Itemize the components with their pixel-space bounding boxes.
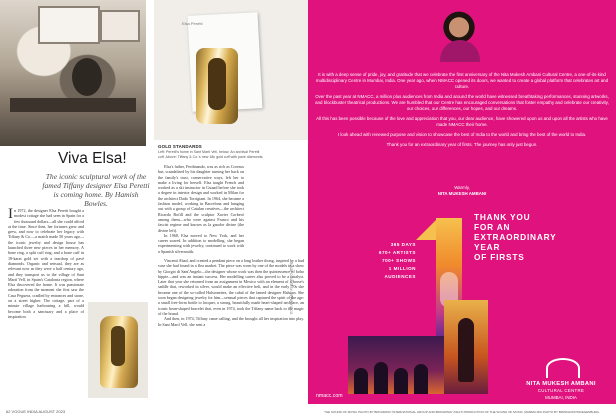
letter-paragraph: Over the past year at NMACC, a million plus audiences from India and around the world have witnessed breathtaking performances, stunning artworks, and blockbuster theatrical productions. We are humbled that our Centre has encouraged conversations that foster empathy and celebrate our creativity, our choices, our differences, our hopes, and our dreams. (315, 94, 609, 111)
dancer-silhouette (458, 318, 474, 382)
letter-paragraph: All this has been possible because of the love and appreciation that you, our dear audience, have showered upon us and upon all the artists who have made NMACC their home. (316, 116, 608, 127)
anniversary-letter (314, 72, 610, 152)
thank-you-line: THANK YOU (474, 212, 531, 222)
studio-bench (10, 98, 136, 112)
studio-vessel (72, 58, 102, 96)
article-body-column-1 (8, 208, 84, 319)
signoff-name: NITA MUKESH AMBANI (437, 191, 487, 196)
logo-name: NITA MUKESH AMBANI (526, 381, 596, 387)
studio-window (100, 10, 140, 42)
website-link[interactable]: nmacc.com (316, 393, 343, 399)
body-paragraph: In 1968, Elsa moved to New York, and her career soared. In addition to modelling, she began experimenting with jewelry, continued to work with a Spanish silversmith, (158, 232, 244, 254)
thank-you-line: OF FIRSTS (474, 252, 525, 262)
performance-photo (348, 336, 444, 394)
stat-item: 700+ SHOWS (382, 258, 416, 263)
article-deck: The iconic sculptural work of the famed Tiffany designer Elsa Peretti is coming home. By Hamish Bowles. (42, 172, 150, 208)
stat-item: 1 MILLION (388, 266, 416, 271)
nmacc-logo-icon (546, 358, 580, 378)
signoff-warmly: Warmly, (454, 185, 470, 190)
drop-cap: I (8, 206, 13, 222)
nmacc-advert-page (308, 0, 616, 420)
performer-silhouette (394, 368, 408, 394)
letter-paragraph: Thank you for an extraordinary year of firsts. The journey has only just begun. (386, 142, 538, 147)
dance-photo (444, 300, 488, 394)
photo-footnote: THE SOUND OF MUSIC PHOTO BY BROADWAY INTERNATIONAL GROUP AND BROADWAY ASIA'S PRODUCTION OF THE SOUND OF MUSIC. MAMMA MIA PHOTO BY BRINKHOFF/MOEGENBURG. (308, 404, 616, 420)
gold-bag-photo (88, 302, 148, 398)
caption-label: GOLD STANDARDS (158, 144, 202, 149)
photo-credit: IMAGE COURTESY: TIFFANY & CO. (289, 262, 293, 315)
article-body-column-2 (158, 164, 244, 254)
numeral-flag (416, 218, 438, 240)
body-paragraph: Vincenti Abad, and created a pendant piece on a long leather thong, inspired by a bud vase she had found in a flea market. The piece was worn by one of the models in a show by Giorgio di Sant'Angelo—the designer whose work was then the quintessence of boho hippie—and was an instant success. Her modelling career also proved to be a catalyst. Later that year she returned from an assignment in Mexico with an element of a horse's saddle that, reworked in silver, would make an effective belt, and in the early '70s she became one of the so-called Halstonettes, the cabal of the famed designer Halston. She soon began designing jewelry for him—sensual pieces that captured the spirit of the age: a small free-form bottle to lacquer, a strong, beautifully made heart-shaped necklace, an iconic bean-shaped bracelet that, even in 1974, took the Tiffany name back to the magic of the brand. (158, 258, 304, 316)
letter-paragraph: I look ahead with renewed purpose and vision to showcase the best of India to the world and bring the best of the world to India. (337, 132, 587, 137)
gold-bag-opening (111, 326, 125, 366)
article-body-column-3 (158, 258, 304, 327)
card-signature-text: Elsa Peretti (182, 21, 203, 26)
thank-you-line: EXTRAORDINARY (474, 232, 557, 242)
letter-paragraph: It is with a deep sense of pride, joy, and gratitude that we celebrate the first anniversary of the Nita Mukesh Ambani Cultural Centre, a one-of-its-kind multidisciplinary Centre in Mumbai, India. One year ago, when NMACC opened its doors, we wanted to create a global platform that celebrates art and culture. (315, 72, 609, 89)
logo-city: MUMBAI, INDIA (545, 395, 577, 400)
studio-photo (0, 0, 146, 146)
gold-vase-photo (154, 0, 308, 140)
article-headline: Viva Elsa! (58, 150, 127, 167)
stats-list (358, 241, 416, 281)
stat-item: 670+ ARTISTS (378, 250, 416, 255)
stat-item: AUDIENCES (384, 274, 416, 279)
performer-silhouette (354, 368, 368, 394)
performer-silhouette (374, 362, 388, 394)
caption-text: Left: Peretti's home in Sant Martí Vell, below; An archival Peretti cuff. Above: Tiffany & Co.'s new 18k gold cuff with pavé diamonds. (158, 150, 264, 159)
gold-vase-opening (208, 58, 226, 110)
logo-subtitle: CULTURAL CENTRE (537, 388, 585, 393)
studio-window (38, 6, 100, 44)
page-folio: 62 VOGUE INDIA AUGUST 2023 (6, 409, 66, 414)
stat-item: 365 DAYS (390, 242, 416, 247)
thank-you-line: FOR AN (474, 222, 511, 232)
performer-silhouette (414, 364, 428, 394)
thank-you-line: YEAR (474, 242, 501, 252)
body-text: n 1972, the designer Elsa Peretti bought a modest cottage she had seen in Spain for a few thousand dollars—all she could afford at the time. Since then, her fortunes grew and grew, and now to celebrate her legacy with Tiffany & Co.—a match made 50 years ago—the iconic jewelry and design house has launched three new pieces in her memory. A bone ring, a split cuff ring, and a bone cuff in 18-karat gold set with a teardrop of pavé diamonds. Organic and sensual, they are as relevant now as they were a half century ago, and they transport us to the village of Sant Martí Vell, in Spain's Catalonia region, where Elsa discovered the home. It was passionate adoration from the moment she first saw the Casa Peguera, cradled by entrances and stone, on a street higher. The cottage, part of a minute village harbouring a hill, would become both a sanctuary and a place of inspiration. (8, 208, 84, 319)
body-paragraph: Elsa's father, Ferdinando, was as rich as Croesus but, scandalised by his daughter turning her back on the family's trust, conservative ways, left her to make a living for herself. Elsa taught French and worked as a ski instructor in Gstaad before she took a degree in interior design and worked in Milan for the architect Dado Torrigiani. In 1964, she became a fashion model, working in Barcelona and hanging out with a group of Catalan creatives—the architect Ricardo Bofill and the sculptor Xavier Corberó among them—who were against Franco and his fascist regime and known as la gauche divine (the divine left). (158, 164, 244, 233)
body-paragraph: And then, in 1974, Tiffany came calling, and the brought all her inspiration into play. In Sant Martí Vell, she sent a (158, 316, 304, 327)
thank-you-heading (474, 212, 556, 262)
